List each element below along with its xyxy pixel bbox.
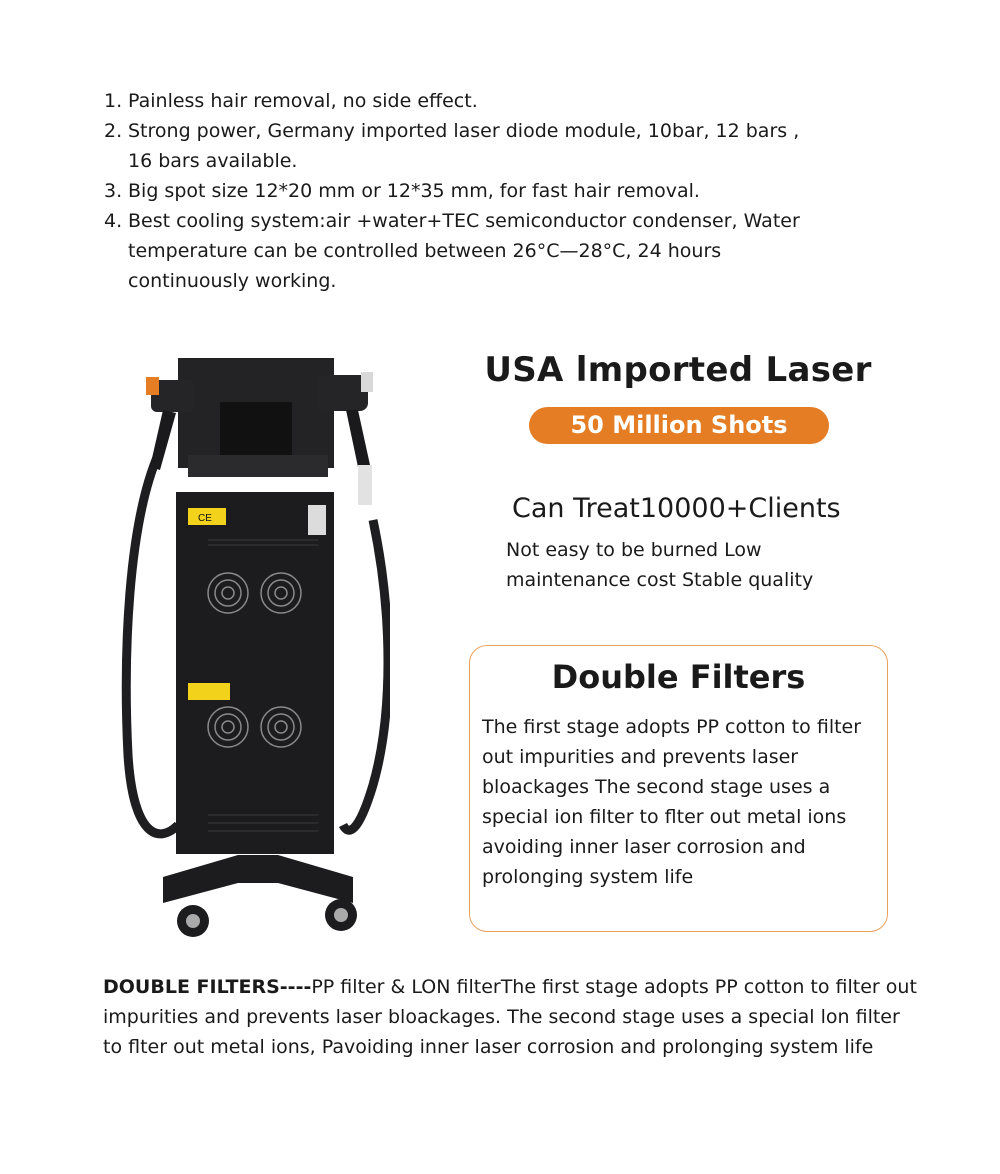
feature-item-4	[104, 206, 904, 296]
feature-text: Best cooling system:air +water+TEC semiconductor condenser, Water temperature can be controlled between 26°C—28°C, 24 hours continuously working.	[128, 210, 800, 292]
filter-text: The first stage adopts PP cotton to filter out impurities and prevents laser bloackages The second stage uses a special ion filter to flter out metal ions avoiding inner laser corrosion and prolonging system life	[482, 716, 862, 888]
bottom-heading: DOUBLE FILTERS----	[103, 976, 312, 998]
feature-text-line-2: 16 bars available.	[128, 150, 298, 172]
treat-heading: Can Treat10000+Clients	[512, 493, 841, 524]
double-filters-card	[469, 645, 888, 932]
feature-item-2	[104, 116, 904, 176]
feature-list	[104, 86, 904, 296]
laser-machine-image	[118, 355, 390, 945]
feature-text: Big spot size 12*20 mm or 12*35 mm, for fast hair removal.	[128, 180, 700, 202]
feature-text: Painless hair removal, no side effect.	[128, 90, 478, 112]
product-title: USA lmported Laser	[484, 350, 872, 390]
ce-mark: CE	[198, 513, 212, 524]
bottom-description	[103, 972, 923, 1062]
feature-text-line-1: Strong power, Germany imported laser diode module, 10bar, 12 bars ,	[128, 120, 800, 142]
shots-badge: 50 Million Shots	[529, 407, 829, 444]
feature-item-1	[104, 86, 904, 116]
treat-description: Not easy to be burned Low maintenance cost Stable quality	[506, 539, 814, 591]
feature-number: 1.	[104, 90, 123, 112]
filter-title: Double Filters	[551, 658, 806, 696]
warning-label-2	[188, 683, 230, 700]
feature-number: 4.	[104, 210, 123, 232]
bottom-text: PP filter & LON filterThe first stage adopts PP cotton to filter out impurities and prevents laser bloackages. The second stage uses a special lon filter to flter out metal ions, Pavoiding inner laser corrosion and prolonging system life	[103, 976, 917, 1058]
feature-text	[128, 116, 904, 176]
feature-item-3	[104, 176, 904, 206]
feature-number: 3.	[104, 180, 123, 202]
feature-number: 2.	[104, 120, 123, 142]
